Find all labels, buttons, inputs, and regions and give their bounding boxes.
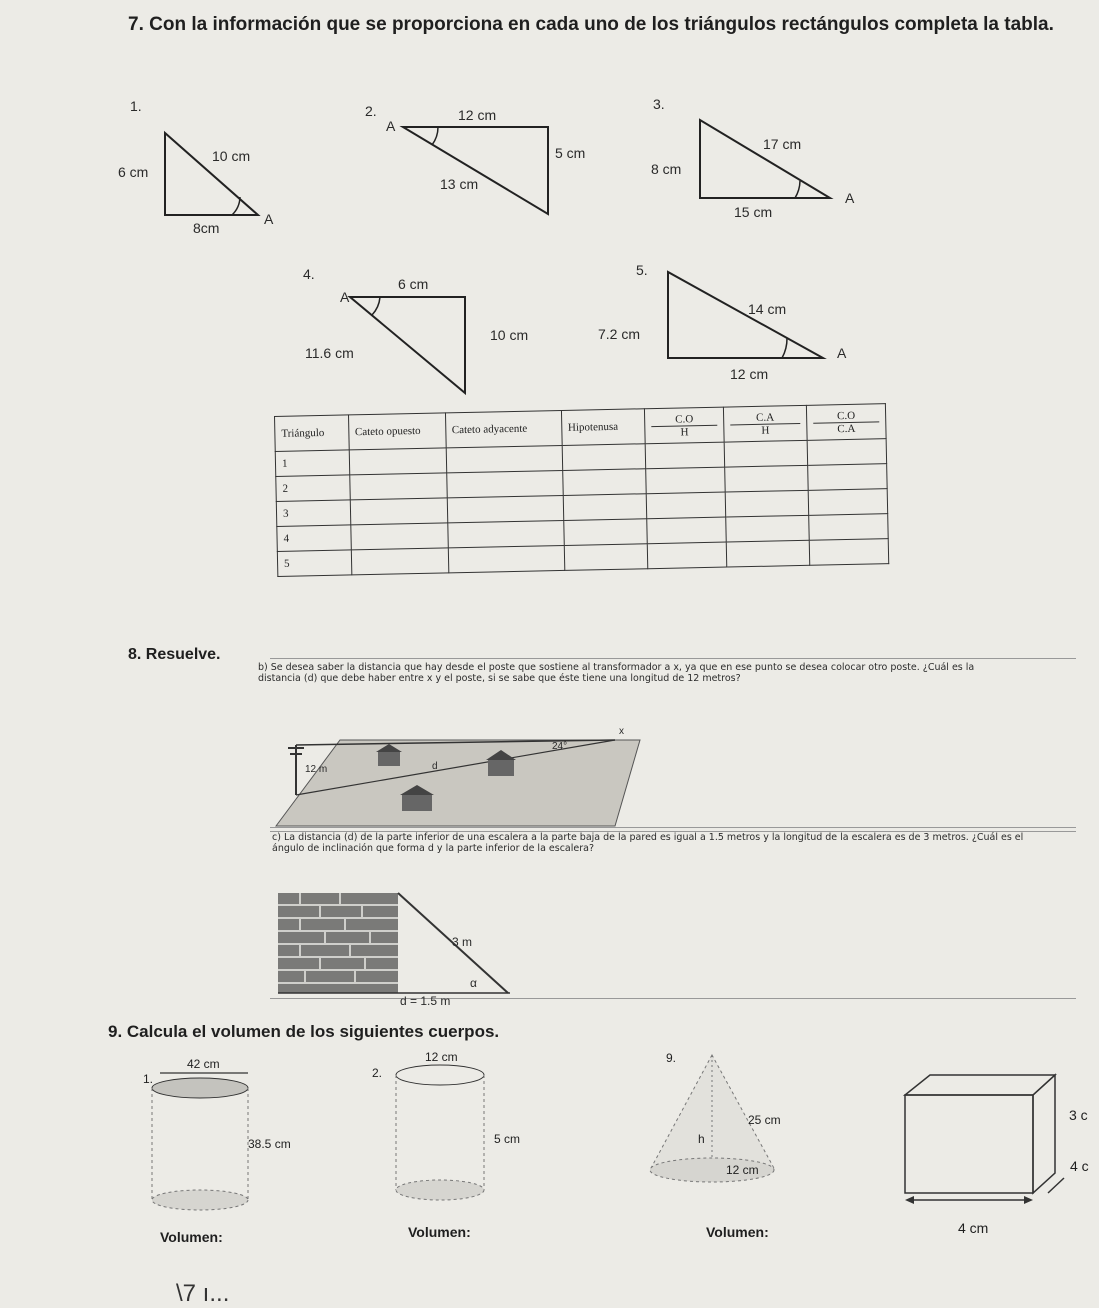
t2-side: 5 cm (555, 145, 586, 161)
t4-hyp: 11.6 cm (305, 345, 354, 361)
triangle-2-number: 2. (365, 103, 377, 119)
cyl2-side: 5 cm (494, 1132, 521, 1146)
problem-c-text: c) La distancia (d) de la parte inferior de una escalera a la parte baja de la pared es igual a 1.5 metros y la longitud de la escalera es de 3 metros. ¿Cuál es el ángulo de inclinación que forma d y la parte inferior de la escalera? (272, 832, 1024, 854)
question-8-title: 8. Resuelve. (128, 646, 221, 663)
table-row: 3 (276, 489, 887, 527)
t4-angle: A (340, 289, 350, 305)
table-row: 1 (275, 439, 886, 477)
b-height: 12 m (305, 764, 328, 775)
t3-leg: 8 cm (651, 161, 682, 177)
cyl2-volume-label: Volumen: (408, 1224, 471, 1240)
t1-leg: 6 cm (118, 164, 149, 180)
cone-h: h (698, 1132, 705, 1146)
t4-top: 6 cm (398, 276, 429, 292)
question-9-title: 9. Calcula el volumen de los siguientes cuerpos. (108, 1022, 500, 1041)
col-cateto-opuesto: Cateto opuesto (348, 413, 446, 450)
t1-base: 8cm (193, 220, 220, 236)
cyl1-volume-label: Volumen: (160, 1229, 223, 1245)
cyl1-side: 38.5 cm (248, 1137, 291, 1151)
t1-hyp: 10 cm (212, 148, 251, 164)
question-7-prompt: 7. Con la información que se proporciona en cada uno de los triángulos rectángulos completa la tabla. (128, 14, 1054, 35)
b-dist: d (432, 761, 438, 772)
col-co-h: C.O H (644, 407, 724, 444)
b-point: x (619, 726, 624, 737)
table-row: 2 (276, 464, 887, 502)
t1-angle: A (264, 211, 274, 227)
table-row: 5 (277, 539, 888, 577)
t3-base: 15 cm (734, 204, 773, 220)
c-ladder: 3 m (452, 935, 473, 949)
prism-base: 4 cm (958, 1220, 989, 1236)
cyl2-number: 2. (372, 1066, 383, 1080)
col-co-ca: C.O C.A (806, 404, 886, 441)
cyl1-number: 1. (143, 1072, 154, 1086)
cyl1-top: 42 cm (187, 1057, 220, 1071)
prism-depth: 4 c (1070, 1158, 1089, 1174)
cone-slant: 25 cm (748, 1113, 781, 1127)
col-cateto-adyacente: Cateto adyacente (445, 410, 562, 447)
triangle-3-number: 3. (653, 96, 665, 112)
triangle-1-number: 1. (130, 98, 142, 114)
cone-volume-label: Volumen: (706, 1224, 769, 1240)
t4-side: 10 cm (490, 327, 529, 343)
triangle-4-number: 4. (303, 266, 315, 282)
t5-hyp: 14 cm (748, 301, 787, 317)
prism-side: 3 c (1069, 1107, 1088, 1123)
cyl2-top: 12 cm (425, 1050, 458, 1064)
triangle-5-number: 5. (636, 262, 648, 278)
cone-base: 12 cm (726, 1163, 759, 1177)
problem-b-text: b) Se desea saber la distancia que hay desde el poste que sostiene al transformador a x, ya que en ese punto se desea colocar otro poste. ¿Cuál es la distancia (d) que debe haber entre x y el poste, si se sabe que éste tiene una longitud de 12 metros? (258, 662, 975, 684)
t5-base: 12 cm (730, 366, 769, 382)
table-row: 4 (277, 514, 888, 552)
c-base: d = 1.5 m (400, 994, 451, 1008)
b-angle: 24° (552, 741, 568, 752)
col-hipotenusa: Hipotenusa (561, 409, 645, 446)
col-ca-h: C.A H (724, 405, 807, 442)
t5-angle: A (837, 345, 847, 361)
t2-hyp: 13 cm (440, 176, 479, 192)
col-triangulo: Triángulo (275, 415, 349, 452)
t2-top: 12 cm (458, 107, 497, 123)
bottom-scribble: \7 ı... (176, 1280, 230, 1307)
cone-number: 9. (666, 1051, 677, 1065)
t3-hyp: 17 cm (763, 136, 802, 152)
t5-leg: 7.2 cm (598, 326, 641, 342)
t2-angle: A (386, 118, 396, 134)
c-angle: α (470, 976, 477, 990)
t3-angle: A (845, 190, 855, 206)
